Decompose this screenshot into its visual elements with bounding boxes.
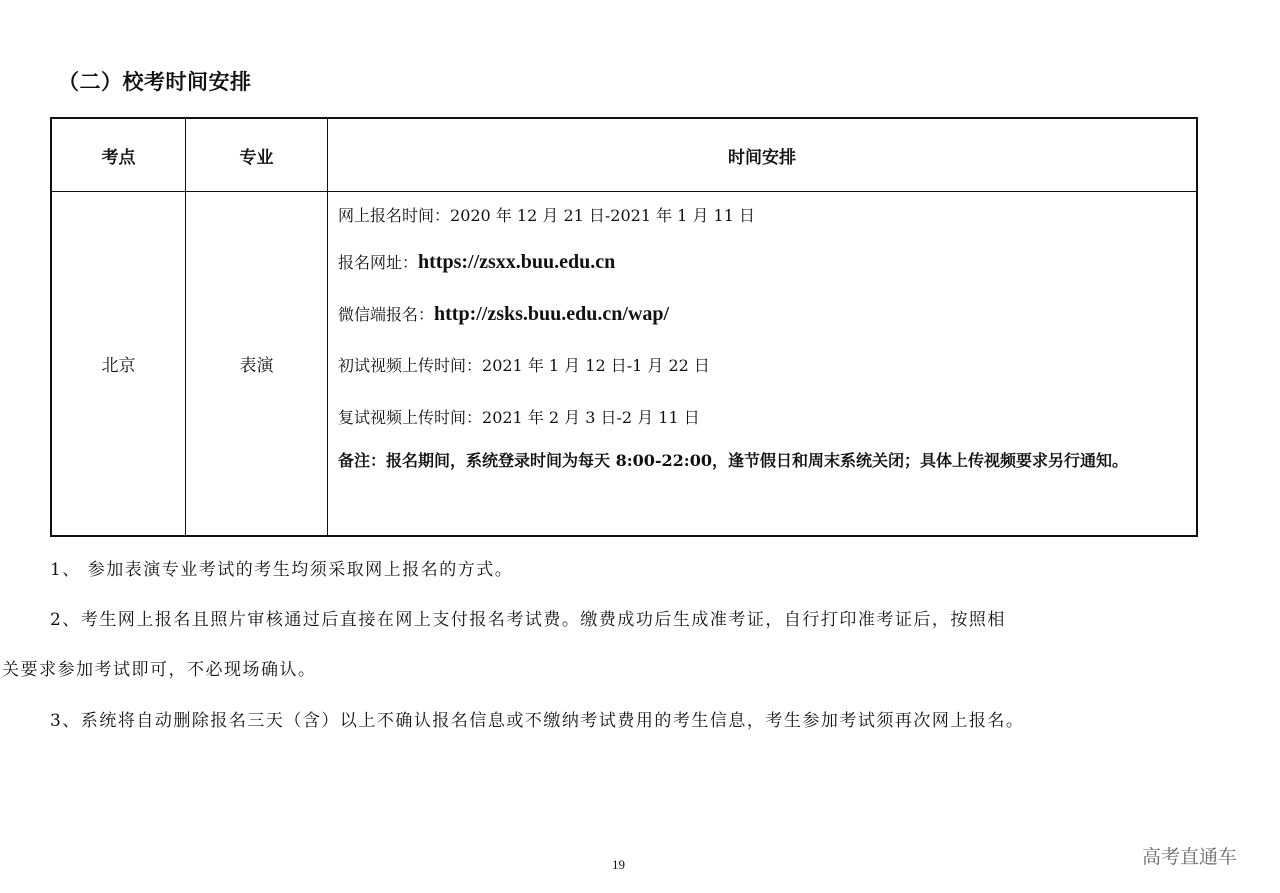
section-heading: （二）校考时间安排 bbox=[58, 70, 252, 94]
header-time: 时间安排 bbox=[328, 119, 1197, 192]
watermark: 高考直通车 bbox=[1142, 846, 1238, 868]
table-row bbox=[52, 192, 1197, 536]
header-site: 考点 bbox=[52, 119, 186, 192]
online-registration-line bbox=[338, 192, 1188, 236]
wechat-label: 微信端报名： bbox=[338, 305, 435, 324]
online-registration-label: 网上报名时间： bbox=[338, 206, 451, 225]
cell-schedule bbox=[328, 192, 1197, 536]
first-round-value: 2021 年 1 月 12 日-1 月 22 日 bbox=[482, 356, 710, 375]
second-round-value: 2021 年 2 月 3 日-2 月 11 日 bbox=[482, 408, 700, 427]
website-label: 报名网址： bbox=[338, 253, 419, 272]
header-major: 专业 bbox=[186, 119, 328, 192]
cell-major: 表演 bbox=[186, 192, 328, 536]
schedule-table bbox=[51, 118, 1197, 536]
second-round-line bbox=[338, 392, 1188, 444]
paragraph-2-line-2: 关要求参加考试即可，不必现场确认。 bbox=[2, 660, 317, 680]
website-line bbox=[338, 236, 1188, 288]
paragraph-2-line-1: 2、考生网上报名且照片审核通过后直接在网上支付报名考试费。缴费成功后生成准考证，自行打印准考证后，按照相 bbox=[50, 610, 1006, 630]
wechat-link[interactable]: http://zsks.buu.edu.cn/wap/ bbox=[434, 303, 670, 325]
paragraph-1: 1、 参加表演专业考试的考生均须采取网上报名的方式。 bbox=[50, 560, 514, 580]
website-link[interactable]: https://zsxx.buu.edu.cn bbox=[418, 251, 616, 273]
first-round-label: 初试视频上传时间： bbox=[338, 356, 483, 375]
cell-site: 北京 bbox=[52, 192, 186, 536]
wechat-line bbox=[338, 288, 1188, 340]
second-round-label: 复试视频上传时间： bbox=[338, 408, 483, 427]
paragraph-3: 3、系统将自动删除报名三天（含）以上不确认报名信息或不缴纳考试费用的考生信息，考生参加考试须再次网上报名。 bbox=[50, 711, 1025, 731]
online-registration-value: 2020 年 12 月 21 日-2021 年 1 月 11 日 bbox=[450, 206, 755, 225]
page-number: 19 bbox=[612, 857, 625, 872]
note-text: 备注：报名期间，系统登录时间为每天 8:00-22:00，逢节假日和周末系统关闭；具体上传视频要求另行通知。 bbox=[338, 451, 1128, 470]
first-round-line bbox=[338, 340, 1188, 392]
table-header-row bbox=[52, 119, 1197, 192]
